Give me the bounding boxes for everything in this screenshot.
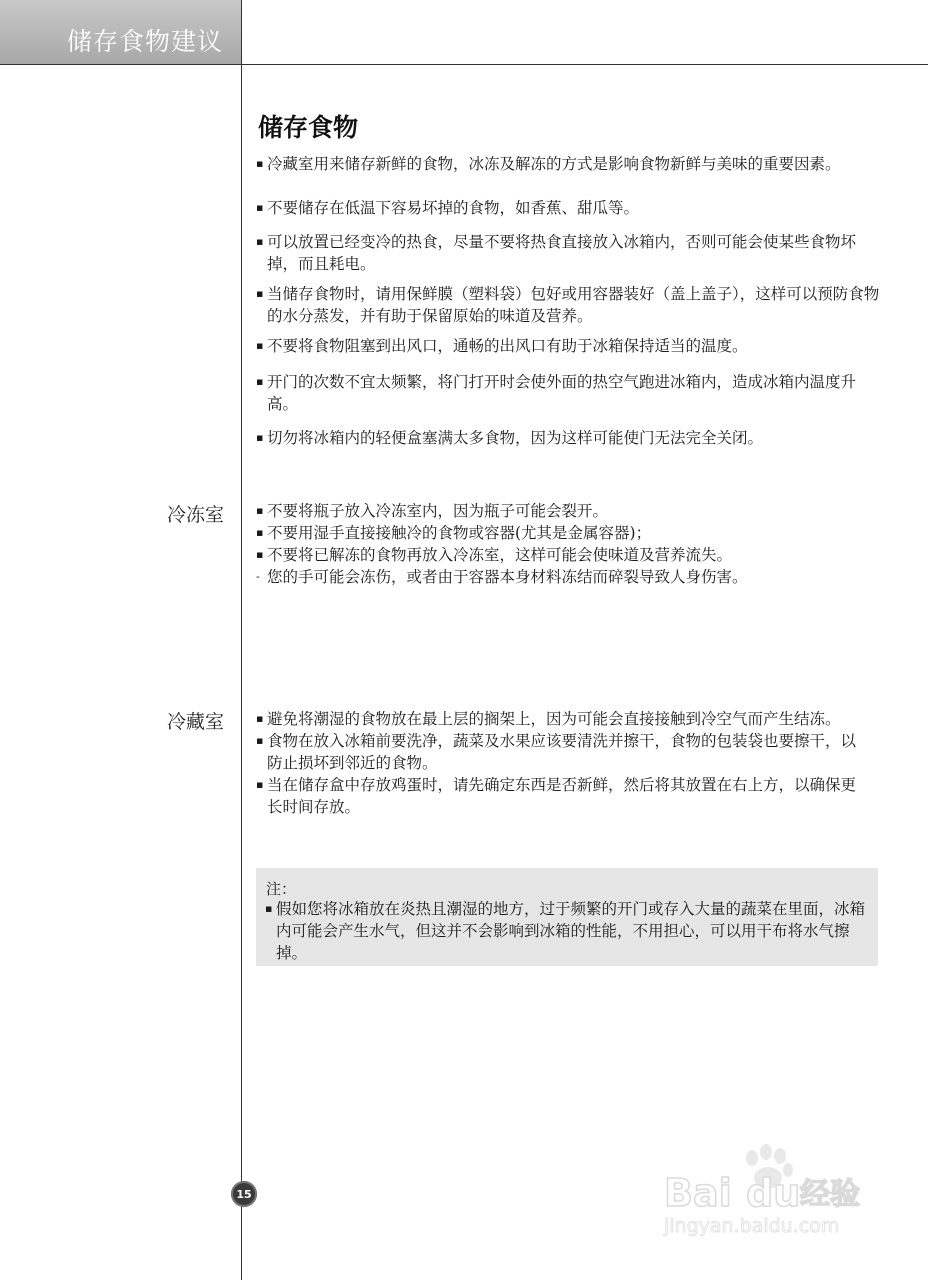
vertical-rule — [241, 0, 242, 1280]
header-tab — [0, 0, 242, 64]
bullet-icon: ▪ — [256, 778, 264, 791]
list-item: ▪ 不要将瓶子放入冷冻室内，因为瓶子可能会裂开。 — [256, 502, 609, 520]
list-item: ▪ 不要储存在低温下容易坏掉的食物，如香蕉、甜瓜等。 — [256, 199, 640, 217]
bullet-icon: ▪ — [256, 201, 264, 214]
fridge-label: 冷藏室 — [166, 711, 224, 733]
bullet-icon: ▪ — [256, 526, 264, 539]
bullet-icon: ▪ — [256, 287, 264, 300]
freezer-tips-list — [256, 500, 886, 588]
brand-right: du — [746, 1171, 801, 1215]
list-item: - 您的手可能会冻伤，或者由于容器本身材料冻结而碎裂导致人身伤害。 — [256, 568, 748, 586]
bullet-icon: ▪ — [256, 375, 264, 388]
header-rule — [0, 64, 928, 65]
bullet-icon: ▪ — [256, 431, 264, 444]
bullet-icon: ▪ — [256, 504, 264, 517]
brand-left: Bai — [664, 1171, 732, 1215]
bullet-icon: ▪ — [256, 339, 264, 352]
bullet-icon: ▪ — [256, 157, 264, 170]
bullet-icon: ▪ — [256, 235, 264, 248]
general-tips-list — [256, 153, 886, 449]
list-item: ▪ 可以放置已经变冷的热食，尽量不要将热食直接放入冰箱内，否则可能会使某些食物坏掉，而且耗电。 — [256, 233, 857, 273]
brand-cn: 经验 — [800, 1177, 860, 1212]
list-item: ▪ 食物在放入冰箱前要洗净，蔬菜及水果应该要清洗并擦干，食物的包装袋也要擦干，以防止损坏到邻近的食物。 — [256, 732, 857, 772]
list-item: ▪ 切勿将冰箱内的轻便盒塞满太多食物，因为这样可能使门无法完全关闭。 — [256, 429, 764, 447]
list-item: ▪ 开门的次数不宜太频繁，将门打开时会使外面的热空气跑进冰箱内，造成冰箱内温度升高。 — [256, 373, 857, 413]
bullet-icon: ▪ — [265, 902, 273, 915]
bullet-icon: ▪ — [256, 548, 264, 561]
list-item: ▪ 避免将潮湿的食物放在最上层的搁架上，因为可能会直接接触到冷空气而产生结冻。 — [256, 710, 841, 728]
page-header-title: 储存食物建议 — [66, 27, 223, 56]
note-box — [256, 868, 878, 966]
freezer-label: 冷冻室 — [166, 504, 224, 526]
list-item: ▪ 不要将已解冻的食物再放入冷冻室，这样可能会使味道及营养流失。 — [256, 546, 733, 564]
bullet-icon: ▪ — [256, 734, 264, 747]
list-item: ▪ 不要用湿手直接接触冷的食物或容器(尤其是金属容器)； — [256, 524, 652, 542]
section-title: 储存食物 — [258, 113, 359, 142]
baidu-jingyan-watermark — [660, 1140, 910, 1240]
bullet-icon: ▪ — [256, 712, 264, 725]
watermark-url: jingyan.baidu.com — [664, 1215, 840, 1237]
page-number: 15 — [231, 1181, 257, 1207]
list-item: ▪ 冷藏室用来储存新鲜的食物，冰冻及解冻的方式是影响食物新鲜与美味的重要因素。 — [256, 155, 841, 173]
note-text: 假如您将冰箱放在炎热且潮湿的地方，过于频繁的开门或存入大量的蔬菜在里面，冰箱内可能会产生水气，但这并不会影响到冰箱的性能，不用担心，可以用干布将水气擦掉。 — [276, 900, 866, 962]
note-text-wrapper — [265, 898, 866, 964]
dash-icon: - — [256, 570, 260, 583]
fridge-tips-list — [256, 708, 866, 818]
list-item: ▪ 当在储存盒中存放鸡蛋时，请先确定东西是否新鲜，然后将其放置在右上方，以确保更长时间存放。 — [256, 776, 857, 816]
list-item: ▪ 不要将食物阻塞到出风口，通畅的出风口有助于冰箱保持适当的温度。 — [256, 337, 748, 355]
list-item: ▪ 当储存食物时，请用保鲜膜（塑料袋）包好或用容器装好（盖上盖子），这样可以预防食物的水分蒸发，并有助于保留原始的味道及营养。 — [256, 285, 880, 325]
note-title: 注： — [266, 880, 297, 898]
